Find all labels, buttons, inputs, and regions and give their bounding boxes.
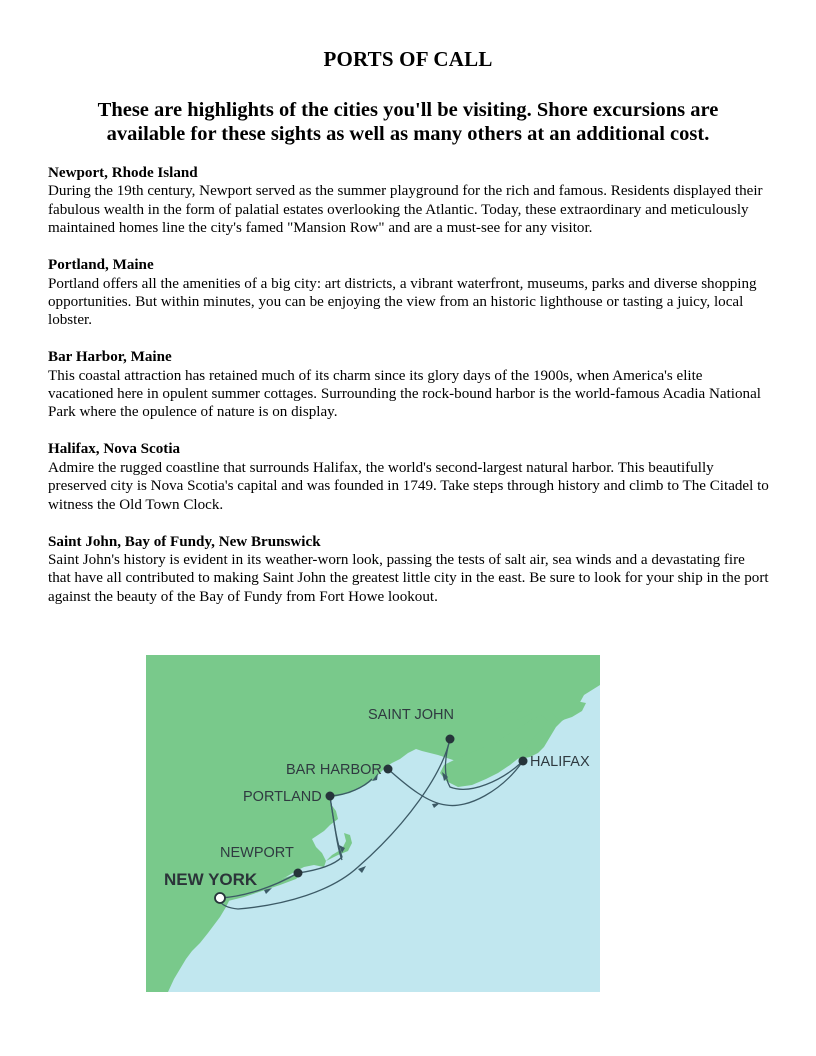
port-name: Halifax, Nova Scotia [48,441,181,458]
port-description: This coastal attraction has retained much of its charm since its glory days of the 1900s, when America's elite vacationed here in opulent summer cottages. Surrounding the rock-bound harbor is the world-famous Acadia National Park where the opulence of nature is on display. [48,367,761,421]
port-description: Saint John's history is evident in its weather-worn look, passing the tests of salt air, sea winds and a devastating fire that have all contributed to making Saint John the greatest little city in the east. Be sure to look for your ship in the port against the beauty of the Bay of Fundy from Fort Howe lookout. [48,551,769,605]
itinerary-map [146,655,600,992]
port-name: Newport, Rhode Island [48,165,198,181]
port-marker-saint-john [446,735,455,744]
port-entry-saint-john [48,533,770,607]
port-name: Portland, Maine [48,257,154,274]
port-description: Admire the rugged coastline that surrounds Halifax, the world's second-largest natural harbor. This beautifully preserved city is Nova Scotia's capital and was founded in 1749. Take steps through history and climb to The Citadel to witness the Old Town Clock. [48,459,769,513]
port-marker-portland [326,792,335,801]
port-name: Bar Harbor, Maine [48,349,172,366]
port-marker-bar-harbor [384,765,393,774]
port-description: Portland offers all the amenities of a big city: art districts, a vibrant waterfront, museums, parks and diverse shopping opportunities. But within minutes, you can be enjoying the view from an historic lighthouse or tasting a juicy, local lobster. [48,275,757,329]
port-description: During the 19th century, Newport served as the summer playground for the rich and famous. Residents displayed their fabulous wealth in the form of palatial estates overlooking the Atlantic. Today, these extraordinary and meticulously maintained homes line the city's famed "Mansion Row" and are a must-see for any visitor. [48,183,763,237]
map-label-saint-john: SAINT JOHN [368,707,454,723]
port-marker-halifax [519,757,528,766]
port-entry-bar-harbor [48,348,770,422]
map-label-bar-harbor: BAR HARBOR [286,762,382,778]
map-label-new-york: NEW YORK [164,870,258,889]
page-title: PORTS OF CALL [323,47,493,71]
port-entry-portland [48,256,770,330]
ports-list [48,164,770,625]
port-marker-newport [294,869,303,878]
port-marker-new-york [215,893,225,903]
port-name: Saint John, Bay of Fundy, New Brunswick [48,533,321,550]
port-entry-halifax [48,440,770,514]
map-label-newport: NEWPORT [220,845,294,861]
map-label-halifax: HALIFAX [530,754,590,770]
map-label-portland: PORTLAND [243,789,322,805]
itinerary-map-graphic [146,655,600,992]
intro-text: These are highlights of the cities you'll be visiting. Shore excursions are available for these sights as well as many others at an additional cost. [97,99,719,145]
port-entry-newport [48,164,770,238]
